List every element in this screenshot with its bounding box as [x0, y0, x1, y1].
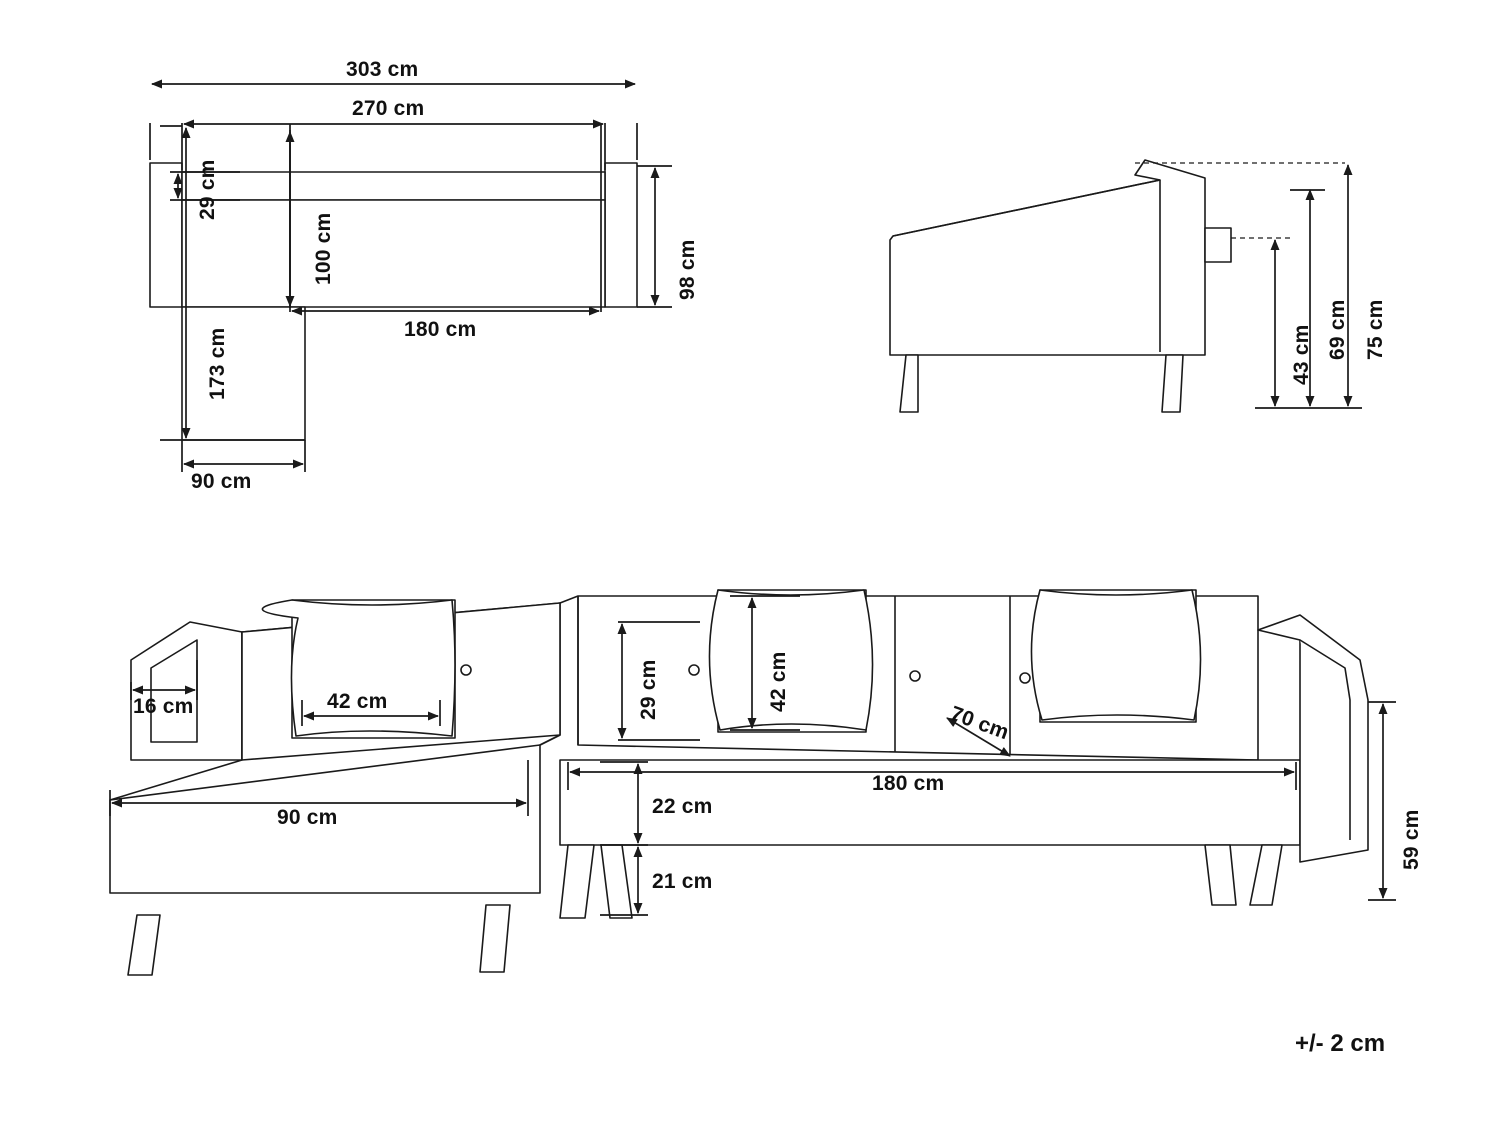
- dim-front-chaise-length: 90 cm: [277, 806, 338, 829]
- dim-front-backrest-height: 29 cm: [637, 659, 660, 720]
- dim-front-leg-height: 21 cm: [652, 870, 713, 893]
- dim-top-overall-depth: 173 cm: [206, 327, 229, 400]
- dim-top-backrest-depth: 29 cm: [196, 159, 219, 220]
- dim-front-cushion-width: 42 cm: [327, 690, 388, 713]
- dim-top-seat-width: 180 cm: [404, 318, 477, 341]
- dim-front-arm-total-height: 59 cm: [1400, 809, 1423, 870]
- dim-side-arm-height: 69 cm: [1326, 299, 1349, 360]
- dim-front-seat-length: 180 cm: [872, 772, 945, 795]
- dim-top-chaise-width: 90 cm: [191, 470, 252, 493]
- dim-top-back-width: 270 cm: [352, 97, 425, 120]
- dim-side-seat-height: 43 cm: [1290, 324, 1313, 385]
- front-view-outline: [110, 590, 1368, 975]
- tolerance-note: +/- 2 cm: [1295, 1030, 1386, 1057]
- dim-front-seat-depth: 70 cm: [947, 702, 1012, 745]
- dim-top-side-depth: 98 cm: [676, 239, 699, 300]
- dim-front-arm-width: 16 cm: [133, 695, 194, 718]
- dim-side-total-height: 75 cm: [1364, 299, 1387, 360]
- dim-front-seat-thickness: 22 cm: [652, 795, 713, 818]
- side-view-outline: [890, 160, 1231, 412]
- dim-top-seat-depth: 100 cm: [312, 212, 335, 285]
- dim-top-overall-width: 303 cm: [346, 58, 419, 81]
- dim-front-pillow-height: 42 cm: [767, 651, 790, 712]
